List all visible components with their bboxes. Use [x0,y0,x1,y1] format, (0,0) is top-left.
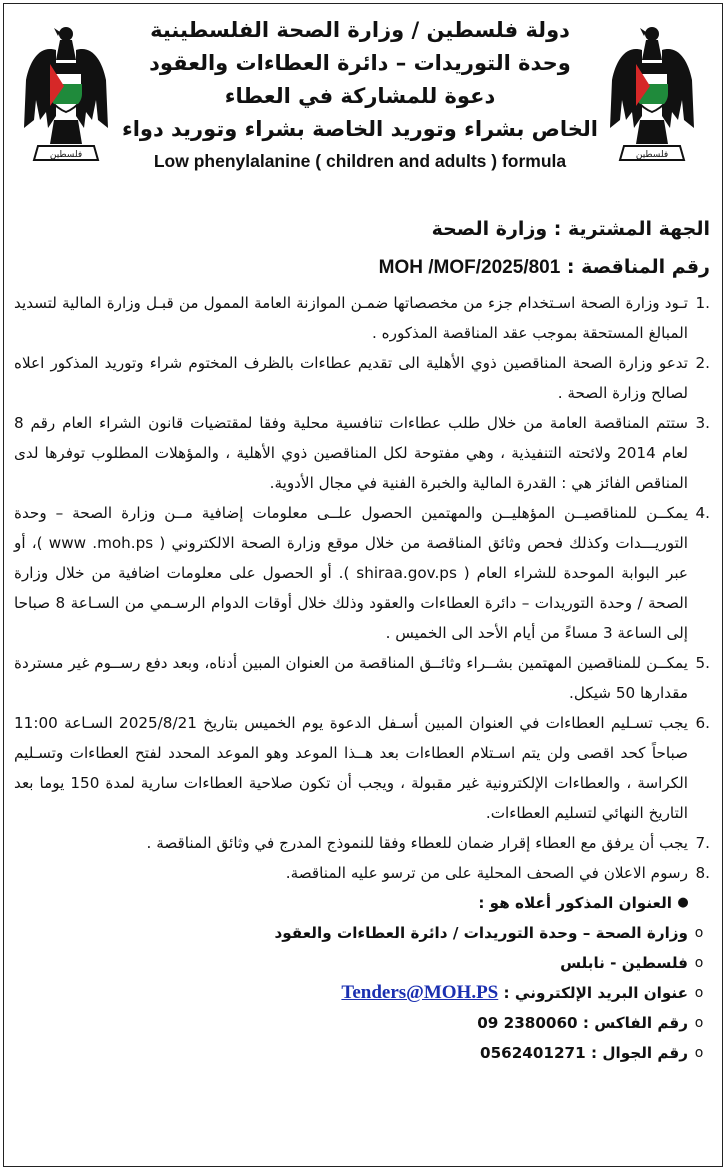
circle-bullet-icon: o [694,1015,704,1031]
purchaser-line: الجهة المشترية : وزارة الصحة [431,218,710,240]
tender-number-line [379,252,710,283]
clause-number: .8 [695,864,710,882]
clause-6 [14,708,710,828]
address-city: فلسطين - نابلس [560,954,688,972]
emblem-caption: فلسطين [635,150,669,160]
clause-4 [14,498,710,648]
header-invitation: دعوة للمشاركة في العطاء [224,84,496,108]
header-subject: الخاص بشراء وتوريد الخاصة بشراء وتوريد دواء [121,117,599,141]
address-line [14,918,710,948]
fax-line [14,1008,710,1038]
clause-5 [14,648,710,708]
emblem-caption: فلسطين [49,150,83,160]
clause-text: يجب تسـليم العطاءات في العنوان المبين أسـفل الدعوة يوم الخميس بتاريخ 2025/8/21 السـاعة 11:00 صباحاً كحد اقصى ولن يتم اسـتلام العطاءات بعد هــذا الموعد وهو الموعد المحدد لفتح العطاءات وتسـليم الكراسة ، والعطاءات الإلكترونية غير مقبولة ، ويجب أن تكون صلاحية العطاءات سارية لمدة 150 يوما بعد التاريخ النهائي لتسليم العطاءات. [14,714,688,822]
tender-number: MOH /MOF/2025/801 [378,257,561,278]
clause-2 [14,348,710,408]
clause-number: .6 [695,714,710,732]
clause-text: يمكــن للمناقصين المهتمين بشــراء وثائــق المناقصة من العنوان المبين أدناه، وبعد دفع رســوم غير مستردة مقدارها 50 شيكل. [14,654,688,702]
address-line [14,948,710,978]
clause-1 [14,288,710,348]
circle-bullet-icon: o [694,985,704,1001]
clause-text: يمكــن للمناقصيــن المؤهليــن والمهتمين الحصول علــى معلومات إضافية مــن وزارة الصحة – وحدة التوريـــدات وكذلك فحص وثائق المناقصة من خلال موقع وزارة الصحة الالكتروني ( www .moh.ps )، أو عبر البوابة الموحدة للشراء العام ( shiraa.gov.ps ). أو الحصول على معلومات اضافية من خلال وزارة الصحة / وحدة التوريدات – دائرة العطاءات والعقود وذلك خلال أوقات الدوام الرسـمي من السـاعة 8 صباحا إلى الساعة 3 مساءً من أيام الأحد الى الخميس . [14,504,688,642]
fax-label: رقم الفاكس : [582,1014,688,1032]
clause-text: يجب أن يرفق مع العطاء إقرار ضمان للعطاء وفقا للنموذج المدرج في وثائق المناقصة . [146,834,688,852]
address-ministry: وزارة الصحة – وحدة التوريدات / دائرة العطاءات والعقود [274,924,688,942]
clause-8 [14,858,710,888]
circle-bullet-icon: o [694,1045,704,1061]
email-line [14,978,710,1008]
address-heading: العنوان المذكور أعلاه هو : [478,894,672,912]
circle-bullet-icon: o [694,955,704,971]
clause-number: .3 [695,414,710,432]
address-block [14,888,710,1068]
clause-number: .1 [695,294,710,312]
circle-bullet-icon: o [694,925,704,941]
fax-number: 09 2380060 [477,1014,578,1032]
mobile-label: رقم الجوال : [590,1044,688,1062]
clause-text: رسوم الاعلان في الصحف المحلية على من ترسو عليه المناقصة. [285,864,688,882]
header-ministry: دولة فلسطين / وزارة الصحة الفلسطينية [150,18,570,42]
tender-body [14,288,710,1068]
bullet-icon: ● [677,895,689,910]
clause-number: .2 [695,354,710,372]
clause-3 [14,408,710,498]
email-link[interactable]: Tenders@MOH.PS [341,982,499,1003]
palestine-eagle-emblem-icon [606,20,698,170]
clause-number: .4 [695,504,710,522]
clause-text: تـود وزارة الصحة اسـتخدام جزء من مخصصاتها ضمـن الموازنة العامة الممول من قبـل وزارة المالية لتسديد المبالغ المستحقة بموجب عقد المناقصة المذكوره . [14,294,688,342]
clause-7 [14,828,710,858]
mobile-number: 0562401271 [480,1044,586,1062]
address-heading-row [14,888,710,918]
clause-number: .5 [695,654,710,672]
mobile-line [14,1038,710,1068]
clause-text: ستتم المناقصة العامة من خلال طلب عطاءات تنافسية محلية وفقا لمقتضيات قانون الشراء العام رقم 8 لعام 2014 ولائحته التنفيذية ، وهي مفتوحة لكل المناقصين ذوي الأهلية ، والمؤهلات المطلوب توفرها لدى المناقص الفائز هي : القدرة المالية والخبرة الفنية في مجال الأدوية. [14,414,688,492]
email-label: عنوان البريد الإلكتروني : [503,984,688,1002]
clause-text: تدعو وزارة الصحة المناقصين ذوي الأهلية الى تقديم عطاءات بالظرف المختوم شراء وتوريد المذكور اعلاه لصالح وزارة الصحة . [14,354,688,402]
clause-number: .7 [695,834,710,852]
tender-number-label: رقم المناقصة : [566,256,710,278]
palestine-eagle-emblem-icon [20,20,112,170]
header-product: Low phenylalanine ( children and adults ) formula [153,151,567,171]
header-unit: وحدة التوريدات – دائرة العطاءات والعقود [149,51,571,75]
document-header [120,14,600,176]
